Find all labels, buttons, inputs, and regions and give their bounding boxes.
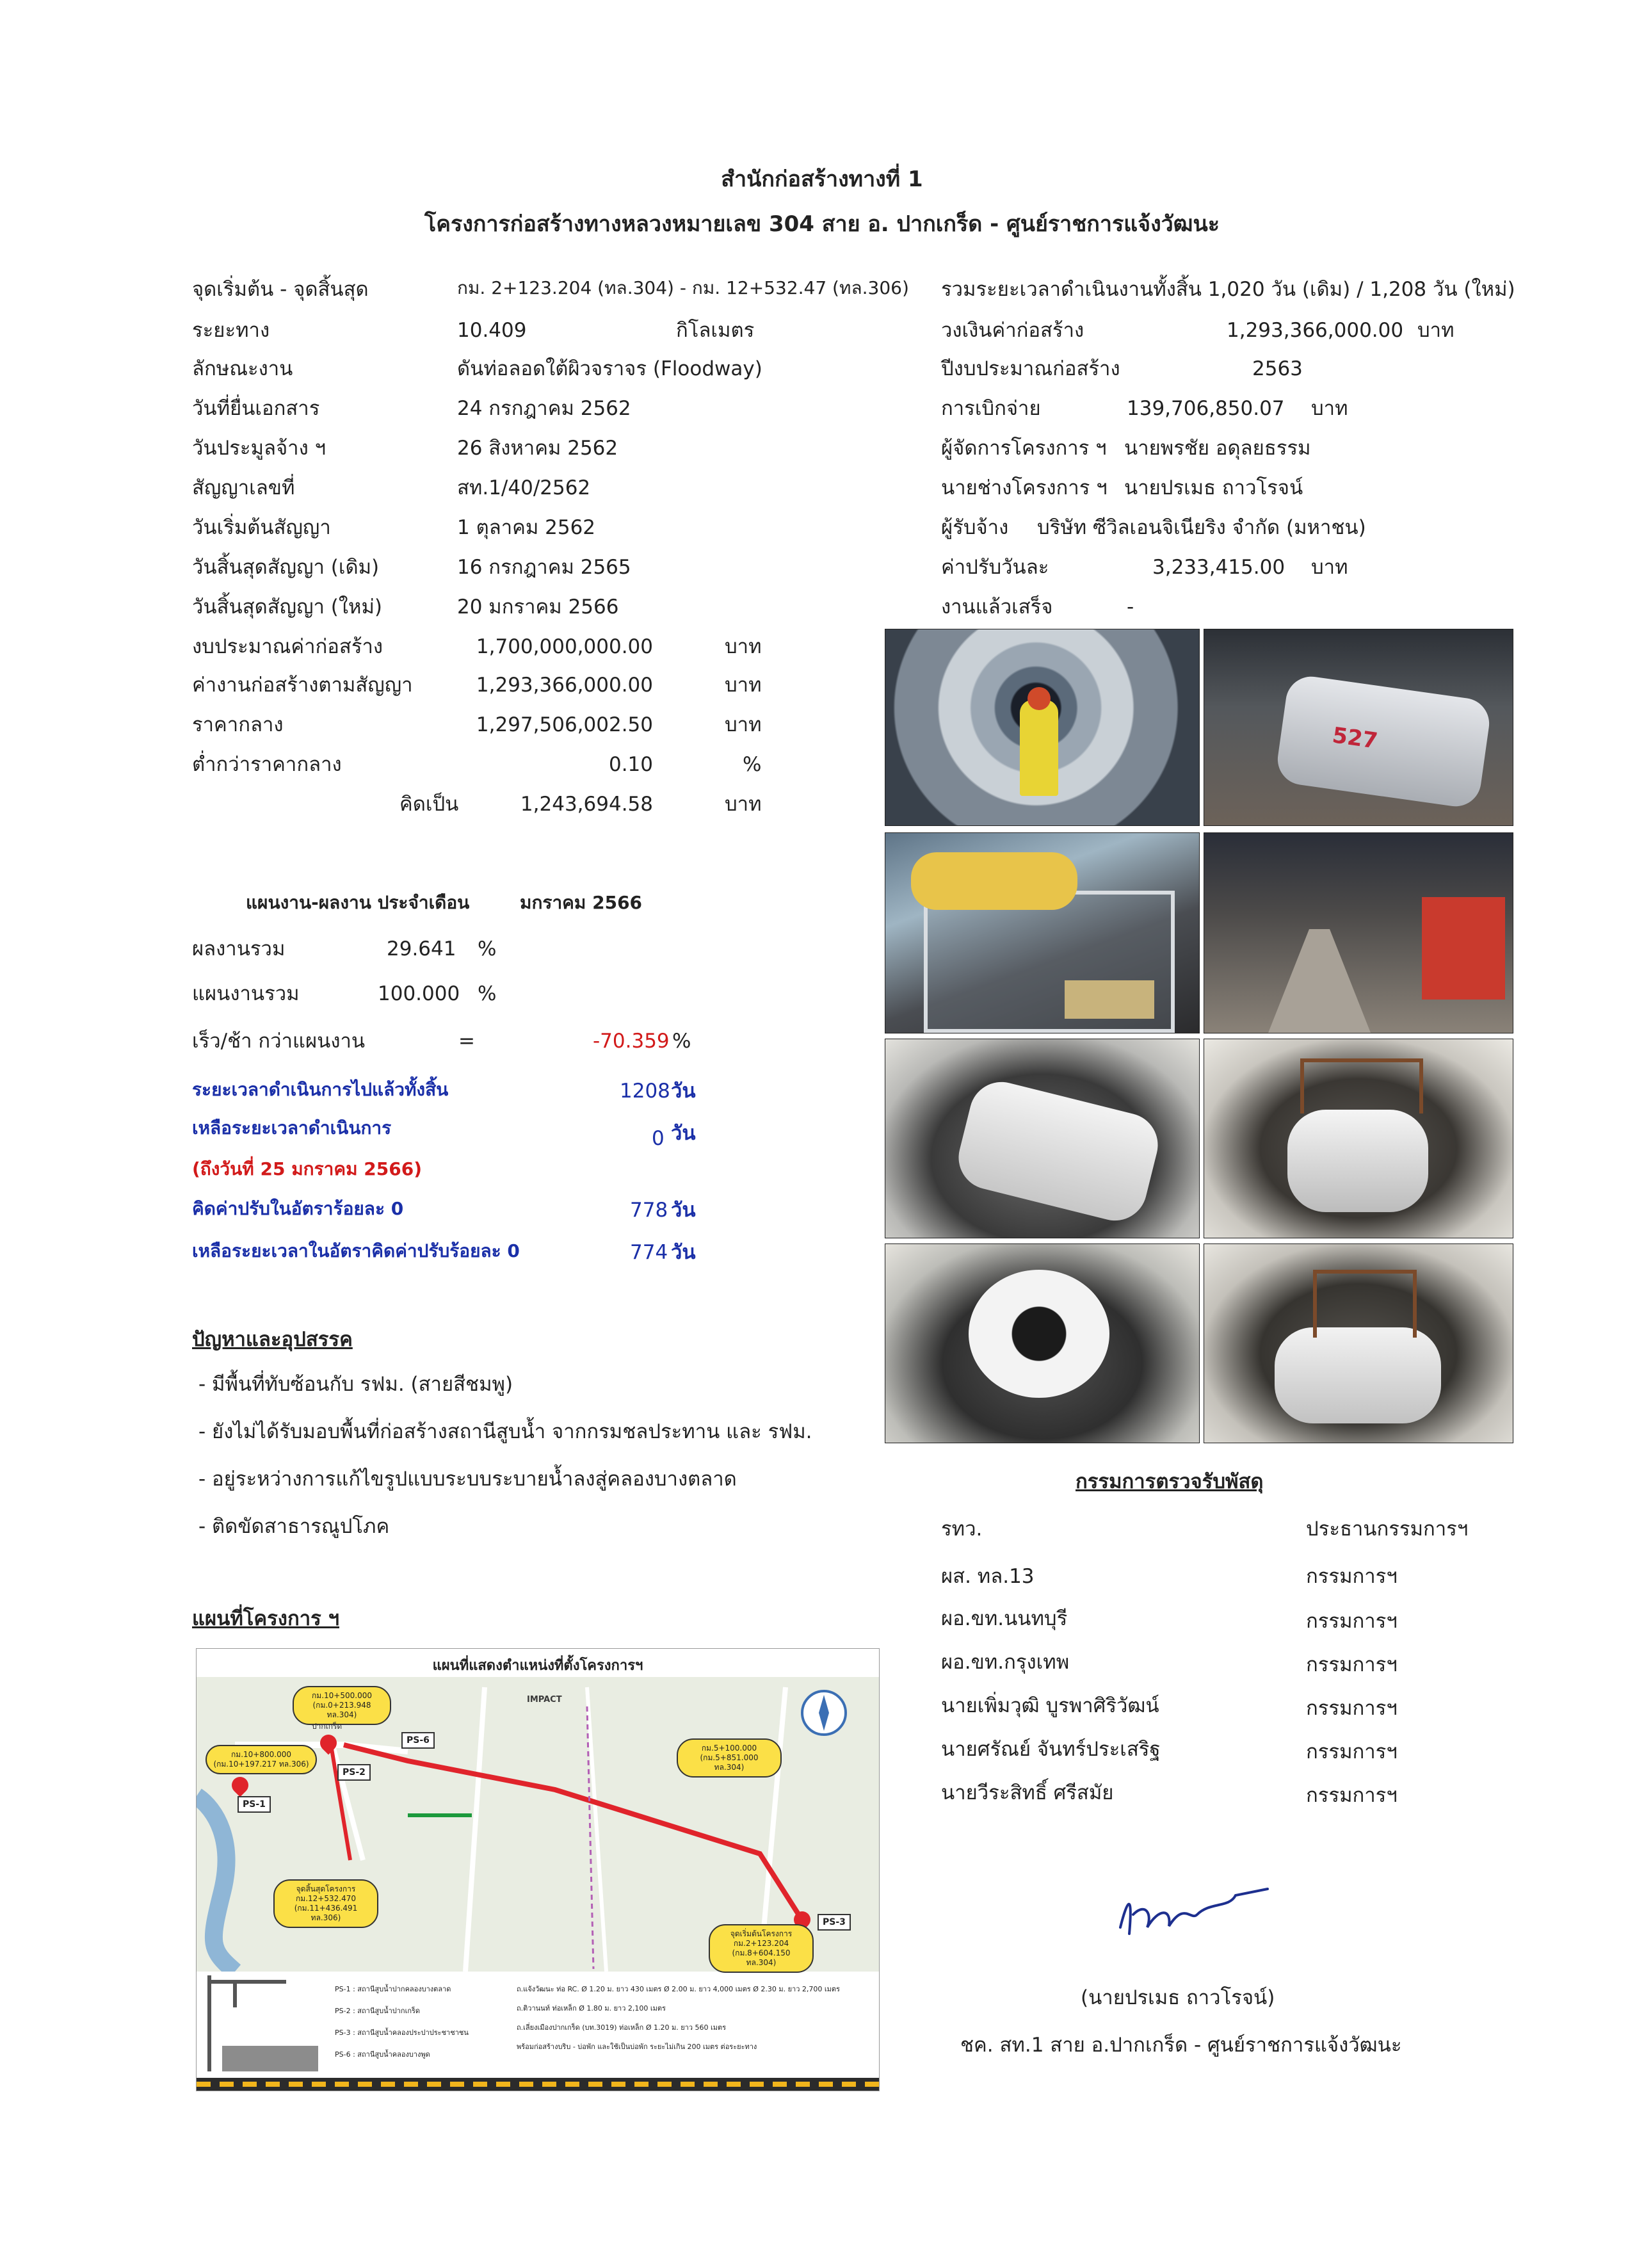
elapsed-label: ระยะเวลาดำเนินการไปแล้วทั้งสิ้น (192, 1079, 449, 1100)
legend-item: พร้อมก่อสร้างบริบ - บ่อพัก และใช้เป็นบ่อพัก ระยะไม่เกิน 200 เมตร ต่อระยะทาง (517, 2043, 757, 2051)
committee-member: ผอ.ขท.กรุงเทพ (941, 1651, 1070, 1674)
construction-photo (885, 832, 1200, 1033)
map-title: แผนที่แสดงตำแหน่งที่ตั้งโครงการฯ (432, 1658, 643, 1674)
info-unit: กิโลเมตร (676, 319, 755, 342)
legend-item: PS-6 : สถานีสูบน้ำคลองบางพูด (335, 2050, 430, 2059)
fine-unit: บาท (1311, 556, 1348, 579)
construction-photo (1204, 1039, 1513, 1238)
construction-photo (1204, 1243, 1513, 1443)
committee-role: กรรมการฯ (1306, 1653, 1398, 1676)
committee-member: นายศรัณย์ จันทร์ประเสริฐ (941, 1738, 1161, 1761)
penalty-value: 778 (630, 1199, 668, 1222)
info-value: ดันท่อลอดใต้ผิวจราจร (Floodway) (457, 357, 762, 380)
info-label: ลักษณะงาน (192, 357, 293, 380)
construction-photo: 527 (1204, 629, 1513, 826)
signer-position: ชค. สท.1 สาย อ.ปากเกร็ด - ศูนย์ราชการแจ้งวัฒนะ (960, 2034, 1402, 2057)
diff-label: เร็ว/ช้า กว่าแผนงาน (192, 1030, 366, 1053)
remaining-unit: วัน (671, 1122, 696, 1145)
station-label: PS-6 (401, 1732, 435, 1749)
budget-label: ค่างานก่อสร้างตามสัญญา (192, 674, 413, 697)
budget-value: 0.10 (608, 753, 653, 776)
committee-member: นายเพิ่มวุฒิ บูรพาศิริวัฒน์ (941, 1694, 1159, 1717)
committee-member: ผส. ทล.13 (941, 1565, 1035, 1588)
planned-label: แผนงานรวม (192, 982, 300, 1005)
info-value: 1 ตุลาคม 2562 (457, 516, 596, 539)
completion-label: งานแล้วเสร็จ (941, 595, 1053, 619)
map-label: IMPACT (527, 1695, 562, 1705)
actual-unit: % (478, 937, 497, 960)
remain-penalty-value: 774 (630, 1241, 668, 1264)
legend-item: ถ.เลี่ยงเมืองปากเกร็ด (บท.3019) ท่อเหล็ก Ø 1.20 ม. ยาว 560 เมตร (517, 2023, 727, 2032)
remaining-value: 0 (652, 1127, 665, 1150)
problem-item: - ติดขัดสาธารณูปโภค (198, 1515, 390, 1538)
budget-unit: บาท (725, 793, 762, 816)
budget-label: งบประมาณค่าก่อสร้าง (192, 635, 383, 658)
info-value: 24 กรกฎาคม 2562 (457, 397, 631, 420)
remain-penalty-label: เหลือระยะเวลาในอัตราคิดค่าปรับร้อยละ 0 (192, 1240, 520, 1261)
budget-value: 1,243,694.58 (520, 793, 653, 816)
construction-photo (1204, 832, 1513, 1033)
info-label: จุดเริ่มต้น - จุดสิ้นสุด (192, 278, 369, 301)
committee-member: ผอ.ขท.นนทบุรี (941, 1607, 1068, 1630)
info-label: ระยะทาง (192, 319, 270, 342)
contractor-value: บริษัท ซีวิลเอนจิเนียริง จำกัด (มหาชน) (1037, 516, 1366, 539)
committee-member: รทว. (941, 1518, 983, 1541)
committee-title: กรรมการตรวจรับพัสดุ (1076, 1470, 1264, 1493)
station-label: PS-1 (238, 1796, 271, 1813)
construction-photo (885, 1243, 1200, 1443)
committee-role: กรรมการฯ (1306, 1740, 1398, 1763)
fiscal-year-value: 2563 (1252, 357, 1303, 380)
info-label: วันประมูลจ้าง ฯ (192, 437, 326, 460)
project-engineer-label: นายช่างโครงการ ฯ (941, 476, 1108, 499)
contract-amount-label: วงเงินค่าก่อสร้าง (941, 319, 1084, 342)
info-label: วันสิ้นสุดสัญญา (เดิม) (192, 556, 380, 579)
info-label: สัญญาเลขที่ (192, 476, 295, 499)
signer-name: (นายปรเมธ ถาวโรจน์) (1081, 1986, 1275, 2009)
office-title: สำนักก่อสร้างทางที่ 1 (721, 166, 923, 192)
duration-text: รวมระยะเวลาดำเนินงานทั้งสิ้น 1,020 วัน (เดิม) / 1,208 วัน (ใหม่) (941, 278, 1515, 301)
fine-label: ค่าปรับวันละ (941, 556, 1049, 579)
problem-item: - มีพื้นที่ทับซ้อนกับ รฟม. (สายสีชมพู) (198, 1373, 513, 1396)
fiscal-year-label: ปีงบประมาณก่อสร้าง (941, 357, 1120, 380)
project-title: โครงการก่อสร้างทางหลวงหมายเลข 304 สาย อ. ปากเกร็ด - ศูนย์ราชการแจ้งวัฒนะ (424, 211, 1220, 237)
disbursement-unit: บาท (1311, 397, 1348, 420)
disbursement-value: 139,706,850.07 (1127, 397, 1285, 420)
budget-unit: บาท (725, 713, 762, 736)
legend-item: ถ.แจ้งวัฒนะ ท่อ RC. Ø 1.20 ม. ยาว 430 เมตร Ø 2.00 ม. ยาว 4,000 เมตร Ø 2.30 ม. ยาว 2,700 เมตร (517, 1985, 840, 1993)
plan-month: มกราคม 2566 (520, 892, 643, 913)
budget-value: 1,297,506,002.50 (476, 713, 653, 736)
station-label: PS-2 (337, 1764, 371, 1781)
committee-role: กรรมการฯ (1306, 1784, 1398, 1807)
legend-item: PS-3 : สถานีสูบน้ำคลองประปาประชาชาชน (335, 2029, 469, 2037)
map-callout: กม.5+100.000 (กม.5+851.000 ทล.304) (677, 1738, 782, 1778)
construction-photo (885, 1039, 1200, 1238)
map-callout: จุดเริ่มต้นโครงการ กม.2+123.204 (กม.8+604.150 ทล.304) (709, 1924, 814, 1973)
project-engineer-value: นายปรเมธ ถาวโรจน์ (1124, 476, 1303, 499)
elapsed-unit: วัน (671, 1080, 696, 1103)
budget-unit: บาท (725, 635, 762, 658)
info-value: สท.1/40/2562 (457, 476, 591, 499)
budget-label: ต่ำกว่าราคากลาง (192, 753, 342, 776)
project-map (196, 1648, 880, 2091)
committee-member: นายวีระสิทธิ์ ศรีสมัย (941, 1781, 1114, 1804)
elapsed-value: 1208 (620, 1080, 670, 1103)
fine-value: 3,233,415.00 (1152, 556, 1285, 579)
construction-photo (885, 629, 1200, 826)
map-section-title: แผนที่โครงการ ฯ (192, 1607, 339, 1630)
planned-value: 100.000 (378, 982, 460, 1005)
actual-value: 29.641 (387, 937, 456, 960)
budget-value: 1,700,000,000.00 (476, 635, 653, 658)
budget-unit: บาท (725, 674, 762, 697)
penalty-label: คิดค่าปรับในอัตราร้อยละ 0 (192, 1198, 404, 1219)
remaining-label: เหลือระยะเวลาดำเนินการ (192, 1117, 392, 1138)
contract-amount-value: 1,293,366,000.00 (1227, 319, 1404, 342)
committee-role: กรรมการฯ (1306, 1697, 1398, 1720)
map-callout: จุดสิ้นสุดโครงการ กม.12+532.470 (กม.11+436.491 ทล.306) (273, 1879, 378, 1928)
contractor-label: ผู้รับจ้าง (941, 516, 1009, 539)
budget-unit: % (743, 753, 762, 776)
completion-value: - (1127, 595, 1134, 619)
problems-title: ปัญหาและอุปสรรค (192, 1328, 353, 1351)
info-label: วันสิ้นสุดสัญญา (ใหม่) (192, 595, 382, 619)
remain-penalty-unit: วัน (671, 1241, 696, 1264)
diff-value: -70.359 (593, 1030, 670, 1053)
actual-label: ผลงานรวม (192, 937, 286, 960)
project-manager-value: นายพรชัย อดุลยธรรม (1124, 437, 1311, 460)
contract-amount-unit: บาท (1417, 319, 1455, 342)
plan-title: แผนงาน-ผลงาน ประจำเดือน (246, 892, 470, 913)
problem-item: - อยู่ระหว่างการแก้ไขรูปแบบระบบระบายน้ำลงสู่คลองบางตลาด (198, 1468, 737, 1491)
info-label: วันเริ่มต้นสัญญา (192, 516, 331, 539)
committee-role: กรรมการฯ (1306, 1610, 1398, 1633)
diff-unit: % (672, 1030, 691, 1053)
penalty-unit: วัน (671, 1199, 696, 1222)
info-value: 16 กรกฎาคม 2565 (457, 556, 631, 579)
map-callout: กม.10+500.000 (กม.0+213.948 ทล.304) (293, 1686, 391, 1725)
project-manager-label: ผู้จัดการโครงการ ฯ (941, 437, 1107, 460)
diff-eq: = (458, 1030, 475, 1053)
disbursement-label: การเบิกจ่าย (941, 397, 1041, 420)
legend-item: ถ.ติวานนท์ ท่อเหล็ก Ø 1.80 ม. ยาว 2,100 เมตร (517, 2004, 666, 2013)
budget-label: คิดเป็น (399, 793, 459, 816)
map-callout: กม.10+800.000 (กม.10+197.217 ทล.306) (206, 1745, 317, 1774)
station-label: PS-3 (818, 1914, 851, 1931)
problem-item: - ยังไม่ได้รับมอบพื้นที่ก่อสร้างสถานีสูบน้ำ จากกรมชลประทาน และ รฟม. (198, 1420, 812, 1443)
budget-label: ราคากลาง (192, 713, 284, 736)
info-value: กม. 2+123.204 (ทล.304) - กม. 12+532.47 (ทล.306) (457, 277, 909, 298)
committee-role: กรรมการฯ (1306, 1565, 1398, 1588)
as-of-date: (ถึงวันที่ 25 มกราคม 2566) (192, 1158, 423, 1179)
committee-role: ประธานกรรมการฯ (1306, 1518, 1469, 1541)
signature (1108, 1876, 1274, 1947)
legend-item: PS-1 : สถานีสูบน้ำปากคลองบางตลาด (335, 1985, 451, 1993)
info-value: 20 มกราคม 2566 (457, 595, 619, 619)
budget-value: 1,293,366,000.00 (476, 674, 653, 697)
info-value: 26 สิงหาคม 2562 (457, 437, 618, 460)
map-label: ปากเกร็ด (312, 1722, 342, 1731)
planned-unit: % (478, 982, 497, 1005)
info-value: 10.409 (457, 319, 527, 342)
legend-item: PS-2 : สถานีสูบน้ำปากเกร็ด (335, 2007, 421, 2015)
info-label: วันที่ยื่นเอกสาร (192, 397, 320, 420)
